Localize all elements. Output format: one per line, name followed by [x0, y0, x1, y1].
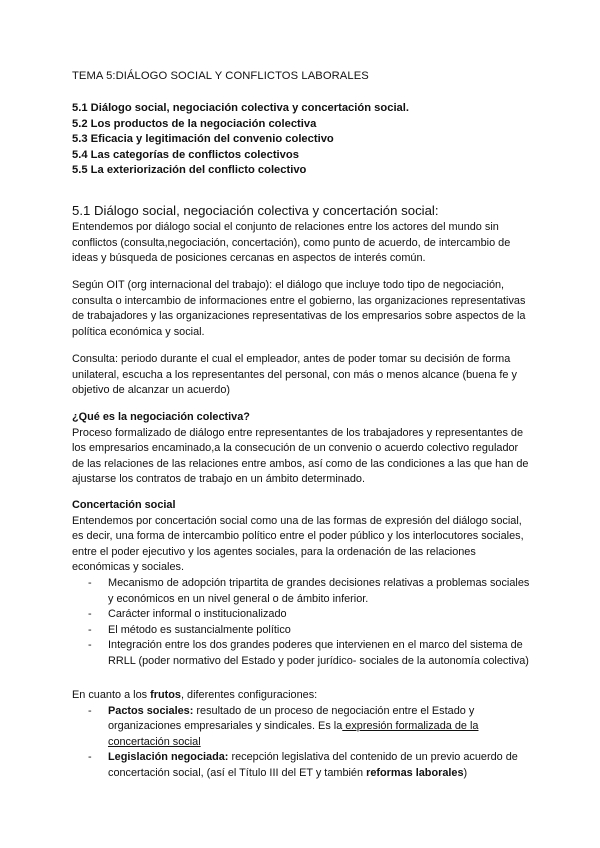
concertacion-text: Entendemos por concertación social como una de las formas de expresión del diálogo social, es decir, una forma de intercambio político entre el poder público y los interlocutores sociales, entre el poder ejecutivo y los agentes sociales, para la ordenación de las relaciones económicas y sociales.: [72, 514, 524, 574]
frutos-block: [72, 688, 532, 782]
toc-item: 5.5 La exteriorización del conflicto colectivo: [72, 164, 307, 177]
frutos-intro: [72, 688, 532, 704]
pactos-label: Pactos sociales:: [108, 704, 194, 717]
legislacion-end: ): [463, 766, 468, 779]
list-item: - Integración entre los dos grandes poderes que intervienen en el marco del sistema de RRLL (poder normativo del Estado y poder jurídico- sociales de la autonomía colectiva): [72, 638, 532, 669]
frutos-list: [72, 704, 532, 782]
list-item: - Mecanismo de adopción tripartita de grandes decisiones relativas a problemas sociales y económicos en un nivel general o de ámbito inferior.: [72, 576, 532, 607]
toc-item: 5.3 Eficacia y legitimación del convenio colectivo: [72, 133, 334, 146]
legislacion-text: recepción legislativa del contenido de un previo acuerdo de concertación social, (así el Título III del ET y también: [108, 751, 518, 779]
document-title: TEMA 5:DIÁLOGO SOCIAL Y CONFLICTOS LABORALES: [72, 70, 369, 82]
pactos-text: resultado de un proceso de negociación entre el Estado y organizaciones empresariales y sindicales. Es la: [108, 704, 475, 733]
frutos-intro-text-end: , diferentes configuraciones:: [180, 689, 318, 701]
paragraph-consulta: Consulta: periodo durante el cual el empleador, antes de poder tomar su decisión de forma unilateral, escucha a los representantes del personal, con más o menos alcance (buena fe y objetivo de alcanzar un acuerdo): [72, 353, 517, 397]
table-of-contents: [72, 101, 409, 179]
toc-item: 5.2 Los productos de la negociación colectiva: [72, 117, 317, 130]
legislacion-label: Legislación negociada:: [108, 751, 229, 764]
frutos-intro-text: En cuanto a los: [72, 689, 151, 701]
pactos-underline: expresión formalizada de la concertación social: [108, 720, 479, 748]
concertacion-block: [72, 498, 532, 670]
list-item: - Carácter informal o institucionalizado: [72, 607, 532, 623]
paragraph-oit: Según OIT (org internacional del trabajo): el diálogo que incluye todo tipo de negociación, consulta o intercambio de informaciones entre el gobierno, las organizaciones representativas de trabajadores y las organizaciones representativas de los empresarios sobre aspectos de la política económica y social.: [72, 279, 526, 338]
negociacion-block: [72, 410, 532, 488]
section-heading: 5.1 Diálogo social, negociación colectiva y concertación social:: [72, 203, 439, 218]
negociacion-heading: ¿Qué es la negociación colectiva?: [72, 411, 250, 423]
legislacion-bold: reformas laborales: [366, 766, 464, 779]
toc-item: 5.4 Las categorías de conflictos colectivos: [72, 148, 299, 161]
toc-item: 5.1 Diálogo social, negociación colectiva y concertación social.: [72, 102, 409, 114]
concertacion-list: [72, 576, 532, 670]
paragraph-dialogo-social: Entendemos por diálogo social el conjunto de relaciones entre los actores del mundo sin conflictos (consulta,negociación, concertación), como punto de acuerdo, de intercambio de ideas y búsqueda de posiciones cercanas en aspectos de interés común.: [72, 221, 511, 265]
concertacion-heading: Concertación social: [72, 499, 176, 511]
frutos-intro-bold: frutos: [150, 689, 181, 701]
list-item-pactos: [72, 704, 532, 751]
list-item: - El método es sustancialmente político: [72, 623, 532, 639]
negociacion-text: Proceso formalizado de diálogo entre representantes de los trabajadores y representantes de los empresarios encaminado,a la consecución de un convenio o acuerdo colectivo regulador de las relaciones de las relaciones entre ambos, así como de las condiciones a las que han de ajustarse los contratos de trabajo en un ámbito determinado.: [72, 426, 529, 486]
list-item-legislacion: [72, 750, 532, 781]
